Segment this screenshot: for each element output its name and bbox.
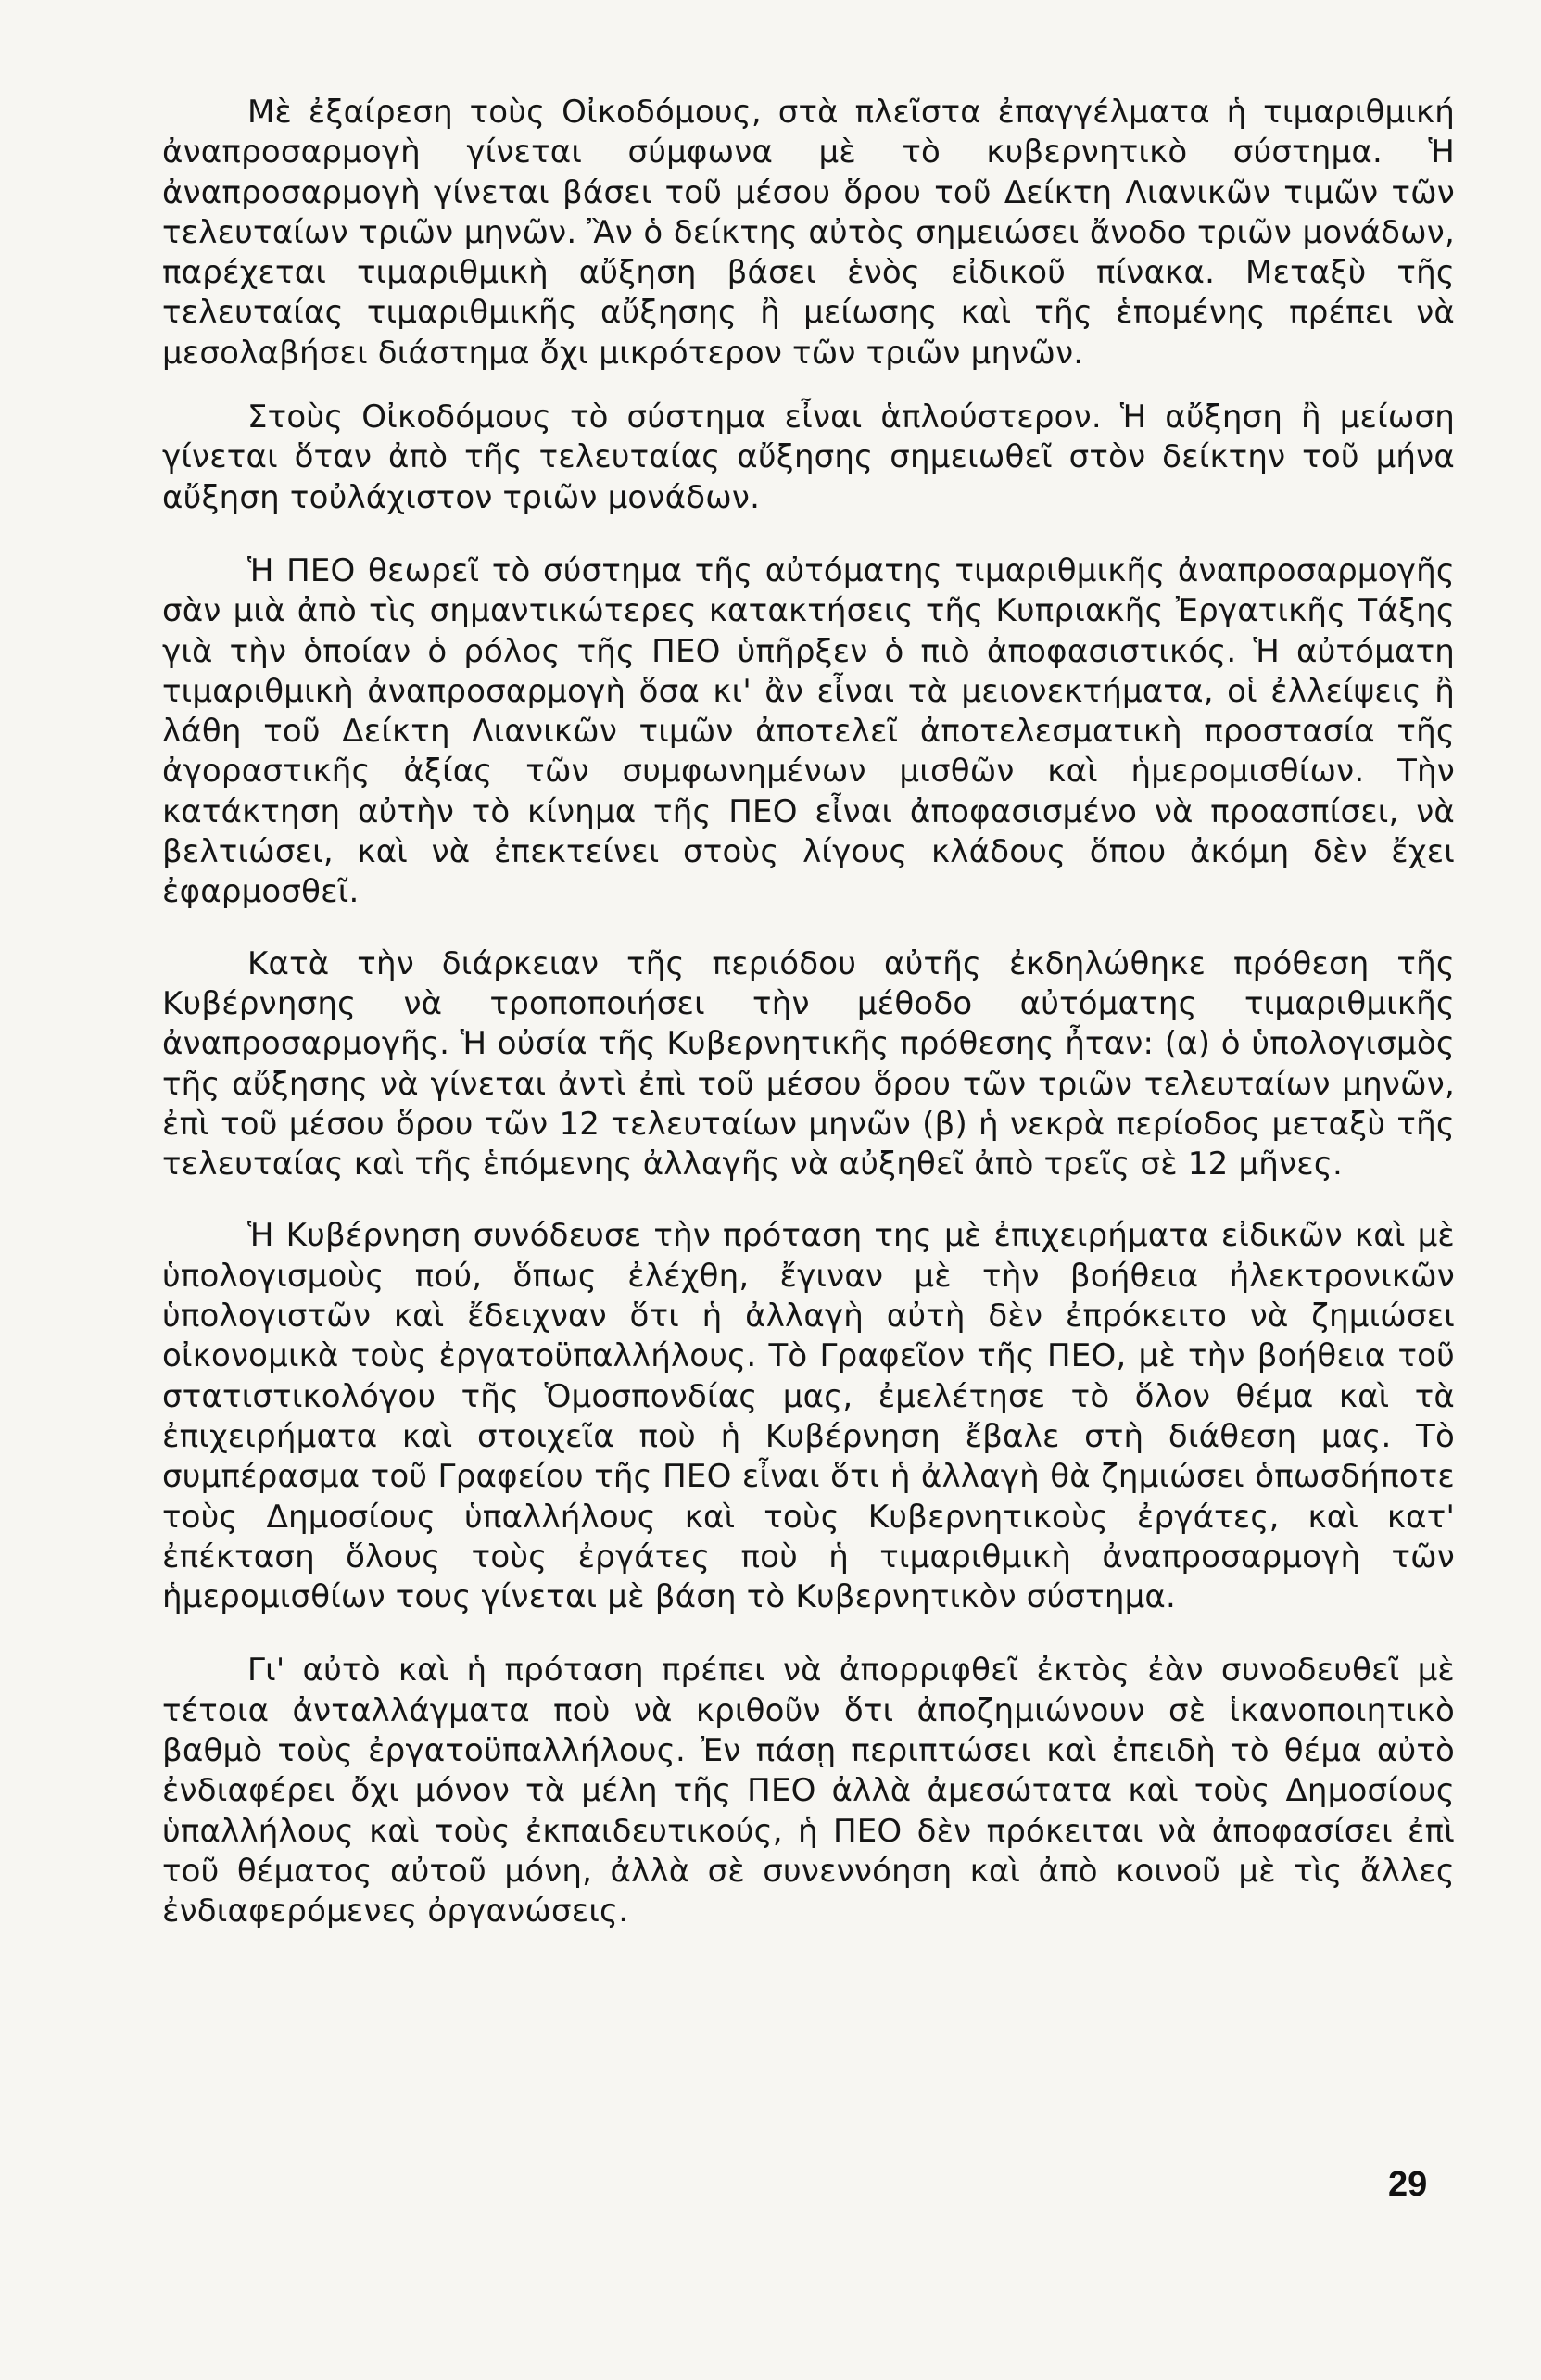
paragraph: Ἡ ΠΕΟ θεωρεῖ τὸ σύστημα τῆς αὐτόματης τιμαριθμικῆς ἀναπροσαρμογῆς σὰν μιὰ ἀπὸ τὶς σημαντικώτερες κατακτήσεις τῆς Κυπριακῆς Ἐργατικῆς Τάξης γιὰ τὴν ὁποίαν ὁ ρόλος τῆς ΠΕΟ ὑπῆρξεν ὁ πιὸ ἀποφασιστικός. Ἡ αὐτόματη τιμαριθμικὴ ἀναπροσαρμογὴ ὅσα κι' ἂν εἶναι τὰ μειονεκτήματα, οἱ ἐλλείψεις ἢ λάθη τοῦ Δείκτη Λιανικῶν τιμῶν ἀποτελεῖ ἀποτελεσματικὴ προστασία τῆς ἀγοραστικῆς ἀξίας τῶν συμφωνημένων μισθῶν καὶ ἡμερομισθίων. Τὴν κατάκτηση αὐτὴν τὸ κίνημα τῆς ΠΕΟ εἶναι ἀποφασισμένο νὰ προασπίσει, νὰ βελτιώσει, καὶ νὰ ἐπεκτείνει στοὺς λίγους κλάδους ὅπου ἀκόμη δὲν ἔχει ἐφαρμοσθεῖ.	[162, 551, 1455, 911]
paragraph: Κατὰ τὴν διάρκειαν τῆς περιόδου αὐτῆς ἐκδηλώθηκε πρόθεση τῆς Κυβέρνησης νὰ τροποποιήσει τὴν μέθοδο αὐτόματης τιμαριθμικῆς ἀναπροσαρμογῆς. Ἡ οὐσία τῆς Κυβερνητικῆς πρόθεσης ἦταν: (α) ὁ ὑπολογισμὸς τῆς αὔξησης νὰ γίνεται ἀντὶ ἐπὶ τοῦ μέσου ὅρου τῶν τριῶν τελευταίων μηνῶν, ἐπὶ τοῦ μέσου ὅρου τῶν 12 τελευταίων μηνῶν (β) ἡ νεκρὰ περίοδος μεταξὺ τῆς τελευταίας καὶ τῆς ἑπόμενης ἀλλαγῆς νὰ αὐξηθεῖ ἀπὸ τρεῖς σὲ 12 μῆνες.	[162, 944, 1455, 1184]
paragraph: Ἡ Κυβέρνηση συνόδευσε τὴν πρόταση της μὲ ἐπιχειρήματα εἰδικῶν καὶ μὲ ὑπολογισμοὺς πού, ὅπως ἐλέχθη, ἔγιναν μὲ τὴν βοήθεια ἠλεκτρονικῶν ὑπολογιστῶν καὶ ἔδειχναν ὅτι ἡ ἀλλαγὴ αὐτὴ δὲν ἐπρόκειτο νὰ ζημιώσει οἰκονομικὰ τοὺς ἐργατοϋπαλλήλους. Τὸ Γραφεῖον τῆς ΠΕΟ, μὲ τὴν βοήθεια τοῦ στατιστικολόγου τῆς Ὁμοσπονδίας μας, ἐμελέτησε τὸ ὅλον θέμα καὶ τὰ ἐπιχειρήματα καὶ στοιχεῖα ποὺ ἡ Κυβέρνηση ἔβαλε στὴ διάθεση μας. Τὸ συμπέρασμα τοῦ Γραφείου τῆς ΠΕΟ εἶναι ὅτι ἡ ἀλλαγὴ θὰ ζημιώσει ὁπωσδήποτε τοὺς Δημοσίους ὑπαλλήλους καὶ τοὺς Κυβερνητικοὺς ἐργάτες, καὶ κατ' ἐπέκταση ὅλους τοὺς ἐργάτες ποὺ ἡ τιμαριθμικὴ ἀναπροσαρμογὴ τῶν ἡμερομισθίων τους γίνεται μὲ βάση τὸ Κυβερνητικὸν σύστημα.	[162, 1217, 1455, 1616]
paragraph: Μὲ ἐξαίρεση τοὺς Οἰκοδόμους, στὰ πλεῖστα ἐπαγγέλματα ἡ τιμαριθμική ἀναπροσαρμογὴ γίνεται σύμφωνα μὲ τὸ κυβερνητικὸ σύστημα. Ἡ ἀναπροσαρμογὴ γίνεται βάσει τοῦ μέσου ὅρου τοῦ Δείκτη Λιανικῶν τιμῶν τῶν τελευταίων τριῶν μηνῶν. Ἂν ὁ δείκτης αὐτὸς σημειώσει ἄνοδο τριῶν μονάδων, παρέχεται τιμαριθμικὴ αὔξηση βάσει ἑνὸς εἰδικοῦ πίνακα. Μεταξὺ τῆς τελευταίας τιμαριθμικῆς αὔξησης ἢ μείωσης καὶ τῆς ἑπομένης πρέπει νὰ μεσολαβήσει διάστημα ὄχι μικρότερον τῶν τριῶν μηνῶν.	[162, 94, 1455, 372]
paragraph: Στοὺς Οἰκοδόμους τὸ σύστημα εἶναι ἁπλούστερον. Ἡ αὔξηση ἢ μείωση γίνεται ὅταν ἀπὸ τῆς τελευταίας αὔξησης σημειωθεῖ στὸν δείκτην τοῦ μήνα αὔξηση τοὐλάχιστον τριῶν μονάδων.	[162, 399, 1455, 516]
paragraph: Γι' αὐτὸ καὶ ἡ πρόταση πρέπει νὰ ἀπορριφθεῖ ἐκτὸς ἐὰν συνοδευθεῖ μὲ τέτοια ἀνταλλάγματα ποὺ νὰ κριθοῦν ὅτι ἀποζημιώνουν σὲ ἱκανοποιητικὸ βαθμὸ τοὺς ἐργατοϋπαλλήλους. Ἐν πάσῃ περιπτώσει καὶ ἐπειδὴ τὸ θέμα αὐτὸ ἐνδιαφέρει ὄχι μόνον τὰ μέλη τῆς ΠΕΟ ἀλλὰ ἀμεσώτατα καὶ τοὺς Δημοσίους ὑπαλλήλους καὶ τοὺς ἐκπαιδευτικούς, ἡ ΠΕΟ δὲν πρόκειται νὰ ἀποφασίσει ἐπὶ τοῦ θέματος αὐτοῦ μόνη, ἀλλὰ σὲ συνεννόηση καὶ ἀπὸ κοινοῦ μὲ τὶς ἄλλες ἐνδιαφερόμενες ὀργανώσεις.	[162, 1652, 1455, 1931]
document-page	[162, 93, 1455, 1931]
page-number: 29	[1388, 2165, 1428, 2204]
